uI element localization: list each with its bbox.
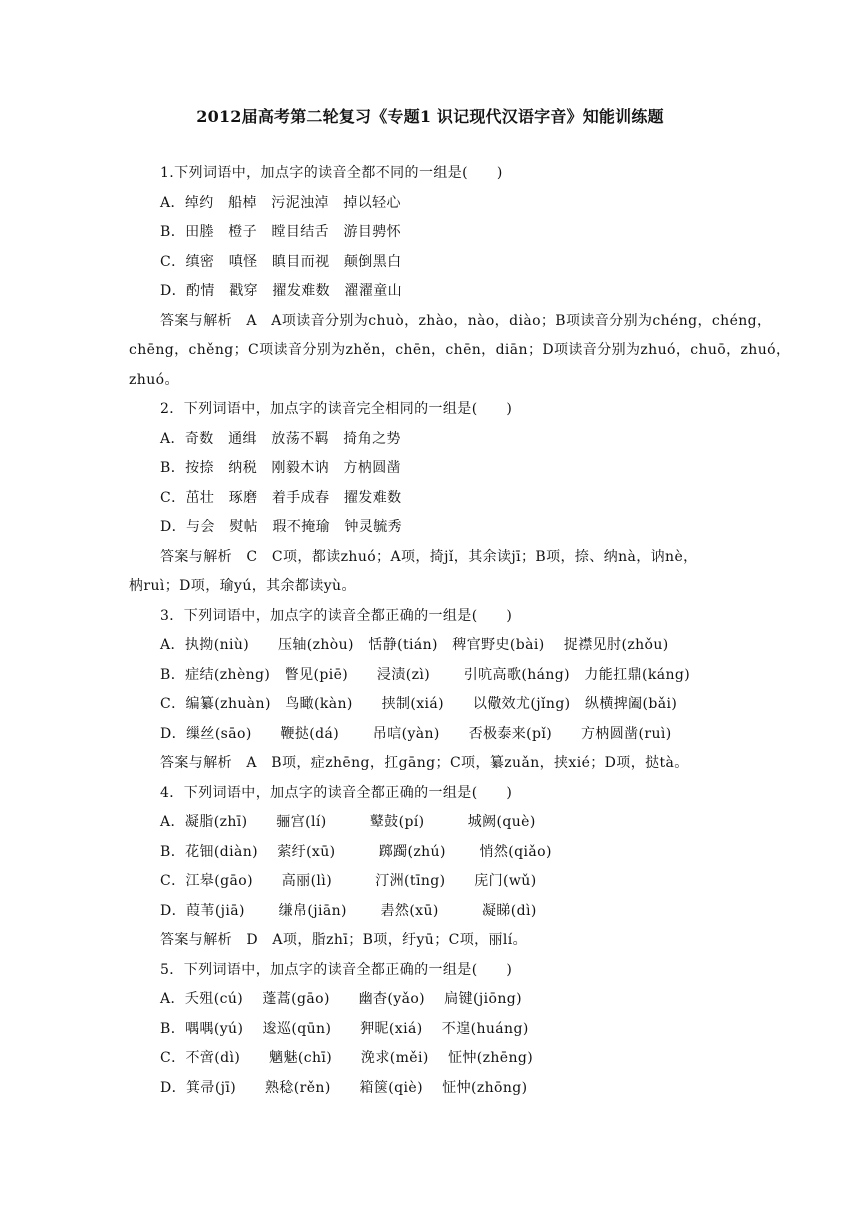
question-3-option-a: A．执拗(niù) 压轴(zhòu) 恬静(tián) 稗官野史(bài) 捉襟见肘(zhǒu) xyxy=(160,637,669,653)
question-5-option-c: C．不啻(dì) 魑魅(chī) 浼求(měi) 怔忡(zhēng) xyxy=(160,1050,534,1066)
question-2-answer-line-2: 枘ruì；D项，瑜yú，其余都读yù。 xyxy=(129,578,356,594)
question-4-option-d: D．葭苇(jiā) 缣帛(jiān) 砉然(xū) 凝睇(dì) xyxy=(160,903,537,919)
document-title: 2012届高考第二轮复习《专题1 识记现代汉语字音》知能训练题 xyxy=(196,107,664,126)
question-3-option-c: C．编纂(zhuàn) 鸟瞰(kàn) 挟制(xiá) 以儆效尤(jǐng) 纵横捭阖(bǎi) xyxy=(160,696,678,712)
question-3-option-b: B．症结(zhèng) 瞥见(piē) 浸渍(zì) 引吭高歌(háng) 力能扛鼎(káng) xyxy=(160,667,691,683)
question-2-option-a: A．奇数 通缉 放荡不羁 掎角之势 xyxy=(160,431,401,447)
question-1-answer-line-3: zhuó。 xyxy=(129,372,179,388)
question-3-answer-line-1: 答案与解析 A B项，症zhēng，扛gāng；C项，纂zuǎn，挟xié；D项，挞tà。 xyxy=(160,755,689,771)
question-2-stem: 2．下列词语中，加点字的读音完全相同的一组是( ) xyxy=(160,401,513,417)
question-5-stem: 5．下列词语中，加点字的读音全都正确的一组是( ) xyxy=(160,962,513,978)
question-1-option-d: D．酌情 戳穿 擢发难数 濯濯童山 xyxy=(160,283,403,299)
question-1-option-a: A．绰约 船棹 污泥浊淖 掉以轻心 xyxy=(160,195,401,211)
question-4-answer-line-1: 答案与解析 D A项，脂zhī；B项，纡yū；C项，丽lí。 xyxy=(160,932,528,948)
question-4-option-a: A．凝脂(zhī) 骊宫(lí) 鼙鼓(pí) 城阙(què) xyxy=(160,814,536,830)
question-2-option-c: C．茁壮 琢磨 着手成春 擢发难数 xyxy=(160,490,402,506)
question-3-stem: 3．下列词语中，加点字的读音全都正确的一组是( ) xyxy=(160,608,513,624)
question-1-answer-line-1: 答案与解析 A A项读音分别为chuò，zhào，nào，diào；B项读音分别为chéng，chéng， xyxy=(160,313,772,329)
question-5-option-a: A．夭殂(cú) 蓬蒿(gāo) 幽杳(yǎo) 扃键(jiōng) xyxy=(160,991,523,1007)
question-1-answer-line-2: chēng，chěng；C项读音分别为zhěn，chēn，chēn，diān；D项读音分别为zhuó，chuō，zhuó， xyxy=(129,342,791,358)
question-5-option-b: B．喁喁(yú) 逡巡(qūn) 狎昵(xiá) 不遑(huáng) xyxy=(160,1021,529,1037)
question-4-option-c: C．江皋(gāo) 高丽(lì) 汀洲(tīng) 庑门(wǔ) xyxy=(160,873,537,889)
question-1-option-b: B．田塍 橙子 瞠目结舌 游目骋怀 xyxy=(160,224,402,240)
question-3-option-d: D．缫丝(sāo) 鞭挞(dá) 吊唁(yàn) 否极泰来(pǐ) 方枘圆凿(ruì) xyxy=(160,726,672,742)
question-1-option-c: C．缜密 嗔怪 瞋目而视 颠倒黑白 xyxy=(160,254,402,270)
question-1-stem: 1.下列词语中，加点字的读音全都不同的一组是( ) xyxy=(160,165,503,181)
question-2-option-d: D．与会 熨帖 瑕不掩瑜 钟灵毓秀 xyxy=(160,519,403,535)
question-4-stem: 4．下列词语中，加点字的读音全都正确的一组是( ) xyxy=(160,785,513,801)
question-2-answer-line-1: 答案与解析 C C项，都读zhuó；A项，掎jǐ，其余读jī；B项，捺、纳nà，讷nè， xyxy=(160,549,698,565)
question-2-option-b: B．按捺 纳税 刚毅木讷 方枘圆凿 xyxy=(160,460,402,476)
question-5-option-d: D．箕帚(jī) 熟稔(rěn) 箱箧(qiè) 怔忡(zhōng) xyxy=(160,1080,528,1096)
question-4-option-b: B．花钿(diàn) 萦纡(xū) 踯躅(zhú) 悄然(qiǎo) xyxy=(160,844,552,860)
